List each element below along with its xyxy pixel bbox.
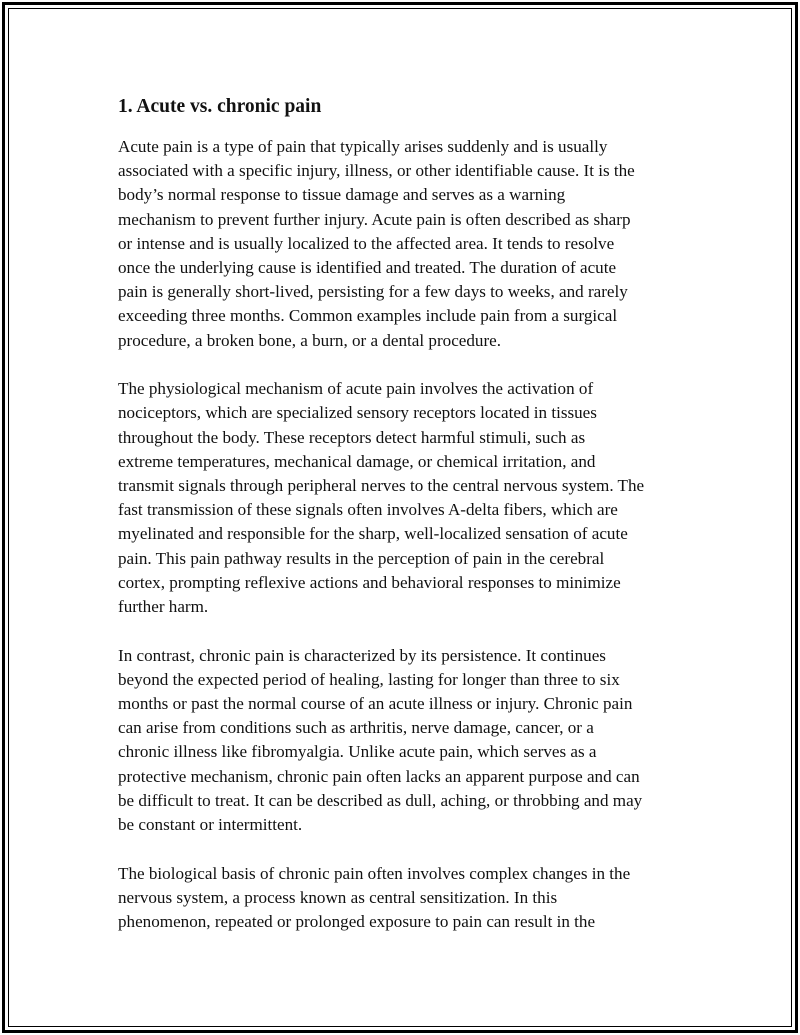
paragraph-chronic-basis [118, 862, 688, 935]
text-line: pain is generally short-lived, persisting for a few days to weeks, and rarely [118, 282, 628, 302]
paragraph-acute-mechanism [118, 377, 688, 619]
text-line: The physiological mechanism of acute pain involves the activation of [118, 379, 594, 399]
text-line: In contrast, chronic pain is characterized by its persistence. It continues [118, 645, 606, 665]
paragraph-chronic-pain [118, 644, 688, 838]
text-line: once the underlying cause is identified and treated. The duration of acute [118, 258, 617, 278]
text-line: pain. This pain pathway results in the perception of pain in the cerebral [118, 548, 605, 568]
text-line: procedure, a broken bone, a burn, or a dental procedure. [118, 330, 502, 350]
text-line: fast transmission of these signals often involves A-delta fibers, which are [118, 500, 618, 520]
text-line: nervous system, a process known as central sensitization. In this [118, 887, 558, 907]
text-line: further harm. [118, 597, 209, 617]
text-line: chronic illness like fibromyalgia. Unlike acute pain, which serves as a [118, 742, 597, 762]
text-line: extreme temperatures, mechanical damage, or chemical irritation, and [118, 451, 596, 471]
text-line: transmit signals through peripheral nerves to the central nervous system. The [118, 476, 645, 496]
section-heading: 1. Acute vs. chronic pain [118, 96, 322, 117]
text-line: Acute pain is a type of pain that typically arises suddenly and is usually [118, 137, 608, 156]
text-line: exceeding three months. Common examples include pain from a surgical [118, 306, 618, 326]
text-line: body’s normal response to tissue damage and serves as a warning [118, 185, 566, 205]
paragraph-acute-pain [118, 135, 688, 353]
text-line: cortex, prompting reflexive actions and behavioral responses to minimize [118, 572, 621, 592]
text-line: phenomenon, repeated or prolonged exposure to pain can result in the [118, 912, 596, 932]
text-line: or intense and is usually localized to the affected area. It tends to resolve [118, 233, 615, 253]
text-line: months or past the normal course of an acute illness or injury. Chronic pain [118, 694, 633, 714]
text-line: throughout the body. These receptors detect harmful stimuli, such as [118, 427, 586, 447]
text-line: nociceptors, which are specialized sensory receptors located in tissues [118, 403, 597, 423]
text-line: mechanism to prevent further injury. Acute pain is often described as sharp [118, 209, 631, 229]
text-line: can arise from conditions such as arthritis, nerve damage, cancer, or a [118, 718, 594, 738]
text-line: The biological basis of chronic pain often involves complex changes in the [118, 863, 631, 883]
document-body [118, 94, 688, 959]
text-line: protective mechanism, chronic pain often lacks an apparent purpose and can [118, 766, 640, 786]
text-line: beyond the expected period of healing, lasting for longer than three to six [118, 669, 620, 689]
text-line: myelinated and responsible for the sharp, well-localized sensation of acute [118, 524, 628, 544]
text-line: be difficult to treat. It can be described as dull, aching, or throbbing and may [118, 790, 643, 810]
text-line: be constant or intermittent. [118, 815, 303, 835]
text-line: associated with a specific injury, illness, or other identifiable cause. It is the [118, 161, 635, 181]
